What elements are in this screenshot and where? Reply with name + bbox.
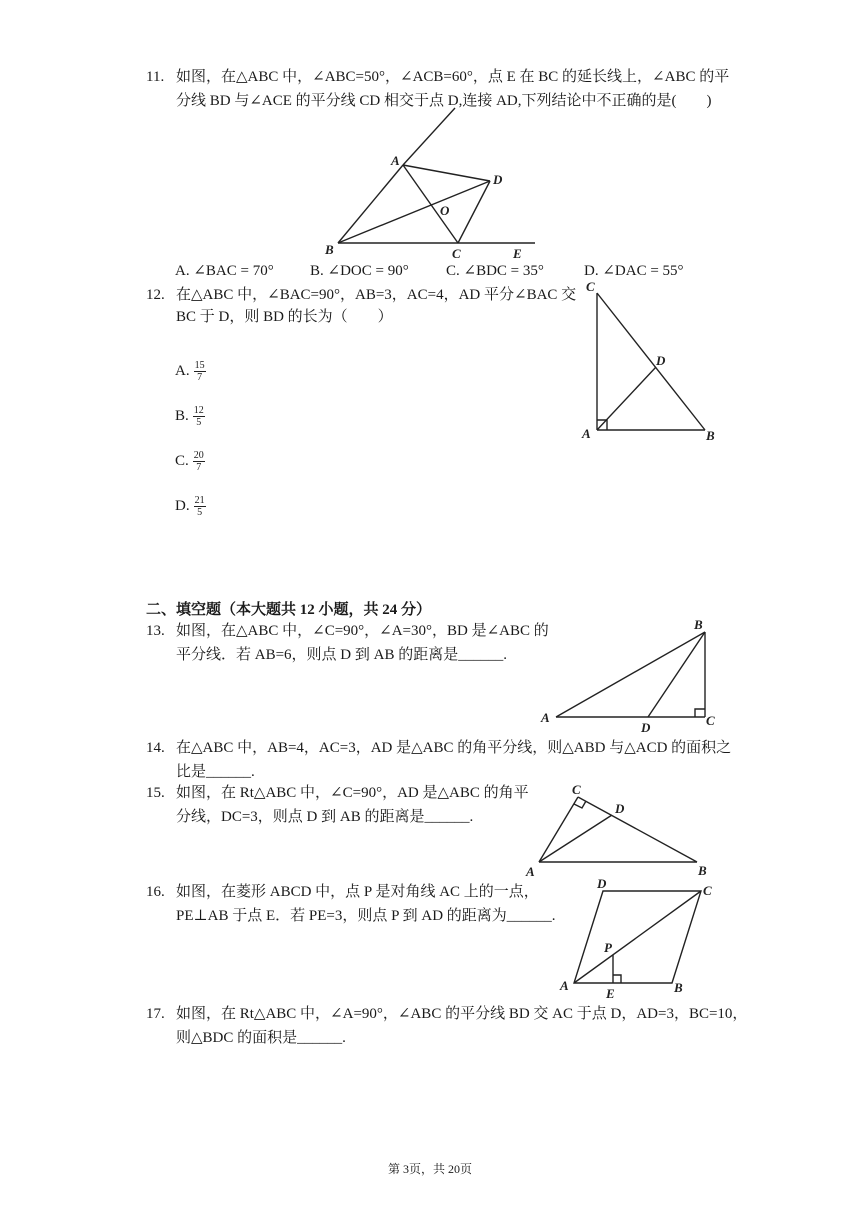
denominator: 7: [197, 372, 203, 383]
label-d: D: [615, 801, 625, 816]
option-d: D. ∠DAC = 55°: [584, 263, 684, 279]
denominator: 7: [196, 462, 202, 473]
label-b: B: [706, 428, 715, 443]
option-letter: B.: [175, 407, 189, 424]
label-d: D: [597, 876, 607, 891]
question-text-line-2: PE⊥AB 于点 E．若 PE=3，则点 P 到 AD 的距离为______.: [176, 908, 556, 924]
question-text-line-2: 比是______.: [176, 764, 255, 780]
option-c: C. ∠BDC = 35°: [446, 263, 544, 279]
question-number: 12.: [146, 287, 165, 303]
label-d: D: [656, 353, 666, 368]
option-letter: A.: [175, 362, 190, 379]
question-text-line-2: BC 于 D，则 BD 的长为（ ）: [176, 309, 393, 325]
label-p: P: [604, 940, 612, 955]
numerator: 20: [193, 450, 204, 461]
section-heading-fill-in: 二、填空题（本大题共 12 小题，共 24 分）: [146, 602, 432, 618]
label-a: A: [391, 153, 400, 168]
question-text-line-2: 则△BDC 的面积是______.: [176, 1030, 346, 1046]
label-a: A: [526, 864, 535, 879]
question-number: 16.: [146, 884, 165, 900]
question-text-line-1: 如图，在菱形 ABCD 中，点 P 是对角线 AC 上的一点，: [176, 884, 539, 900]
option-a: A. ∠BAC = 70°: [175, 263, 274, 279]
question-text-line-1: 如图，在△ABC 中，∠ABC=50°，∠ACB=60°，点 E 在 BC 的延长线上，∠ABC 的平: [176, 69, 730, 85]
numerator: 15: [194, 360, 205, 371]
denominator: 5: [196, 417, 202, 428]
question-number: 13.: [146, 623, 165, 639]
denominator: 5: [197, 507, 203, 518]
label-o: O: [440, 203, 450, 218]
option-letter: C.: [175, 452, 189, 469]
label-d: D: [641, 720, 651, 735]
question-17: [146, 1003, 846, 1053]
question-number: 14.: [146, 740, 165, 756]
question-number: 17.: [146, 1006, 165, 1022]
label-e: E: [513, 246, 522, 261]
label-b: B: [694, 617, 703, 632]
label-d: D: [493, 172, 503, 187]
question-text-line-1: 在△ABC 中，AB=4，AC=3，AD 是△ABC 的角平分线，则△ABD 与△ACD 的面积之: [176, 740, 732, 756]
option-b: B. ∠DOC = 90°: [310, 263, 409, 279]
question-number: 11.: [146, 69, 165, 85]
question-text-line-1: 如图，在 Rt△ABC 中，∠A=90°，∠ABC 的平分线 BD 交 AC 于点 D，AD=3，BC=10，: [176, 1006, 748, 1022]
label-e: E: [606, 986, 615, 1001]
question-number: 15.: [146, 785, 165, 801]
label-c: C: [452, 246, 461, 261]
label-b: B: [674, 980, 683, 995]
label-c: C: [706, 713, 715, 728]
label-b: B: [698, 863, 707, 878]
question-text-line-1: 如图，在△ABC 中，∠C=90°，∠A=30°，BD 是∠ABC 的: [176, 623, 549, 639]
numerator: 21: [194, 495, 205, 506]
option-letter: D.: [175, 497, 190, 514]
numerator: 12: [193, 405, 204, 416]
question-text-line-2: 平分线．若 AB=6，则点 D 到 AB 的距离是______.: [176, 647, 507, 663]
label-a: A: [582, 426, 591, 441]
page-footer: 第 3页，共 20页: [387, 1162, 472, 1176]
question-text-line-1: 在△ABC 中，∠BAC=90°，AB=3，AC=4，AD 平分∠BAC 交: [176, 287, 577, 303]
label-c: C: [572, 782, 581, 797]
label-b: B: [325, 242, 334, 257]
question-text-line-2: 分线 BD 与∠ACE 的平分线 CD 相交于点 D,连接 AD,下列结论中不正确的是( ): [176, 93, 712, 109]
question-text-line-2: 分线，DC=3，则点 D 到 AB 的距离是______.: [176, 809, 474, 825]
label-c: C: [586, 279, 595, 294]
label-c: C: [703, 883, 712, 898]
label-a: A: [560, 978, 569, 993]
question-text-line-1: 如图，在 Rt△ABC 中，∠C=90°，AD 是△ABC 的角平: [176, 785, 529, 801]
label-a: A: [541, 710, 550, 725]
